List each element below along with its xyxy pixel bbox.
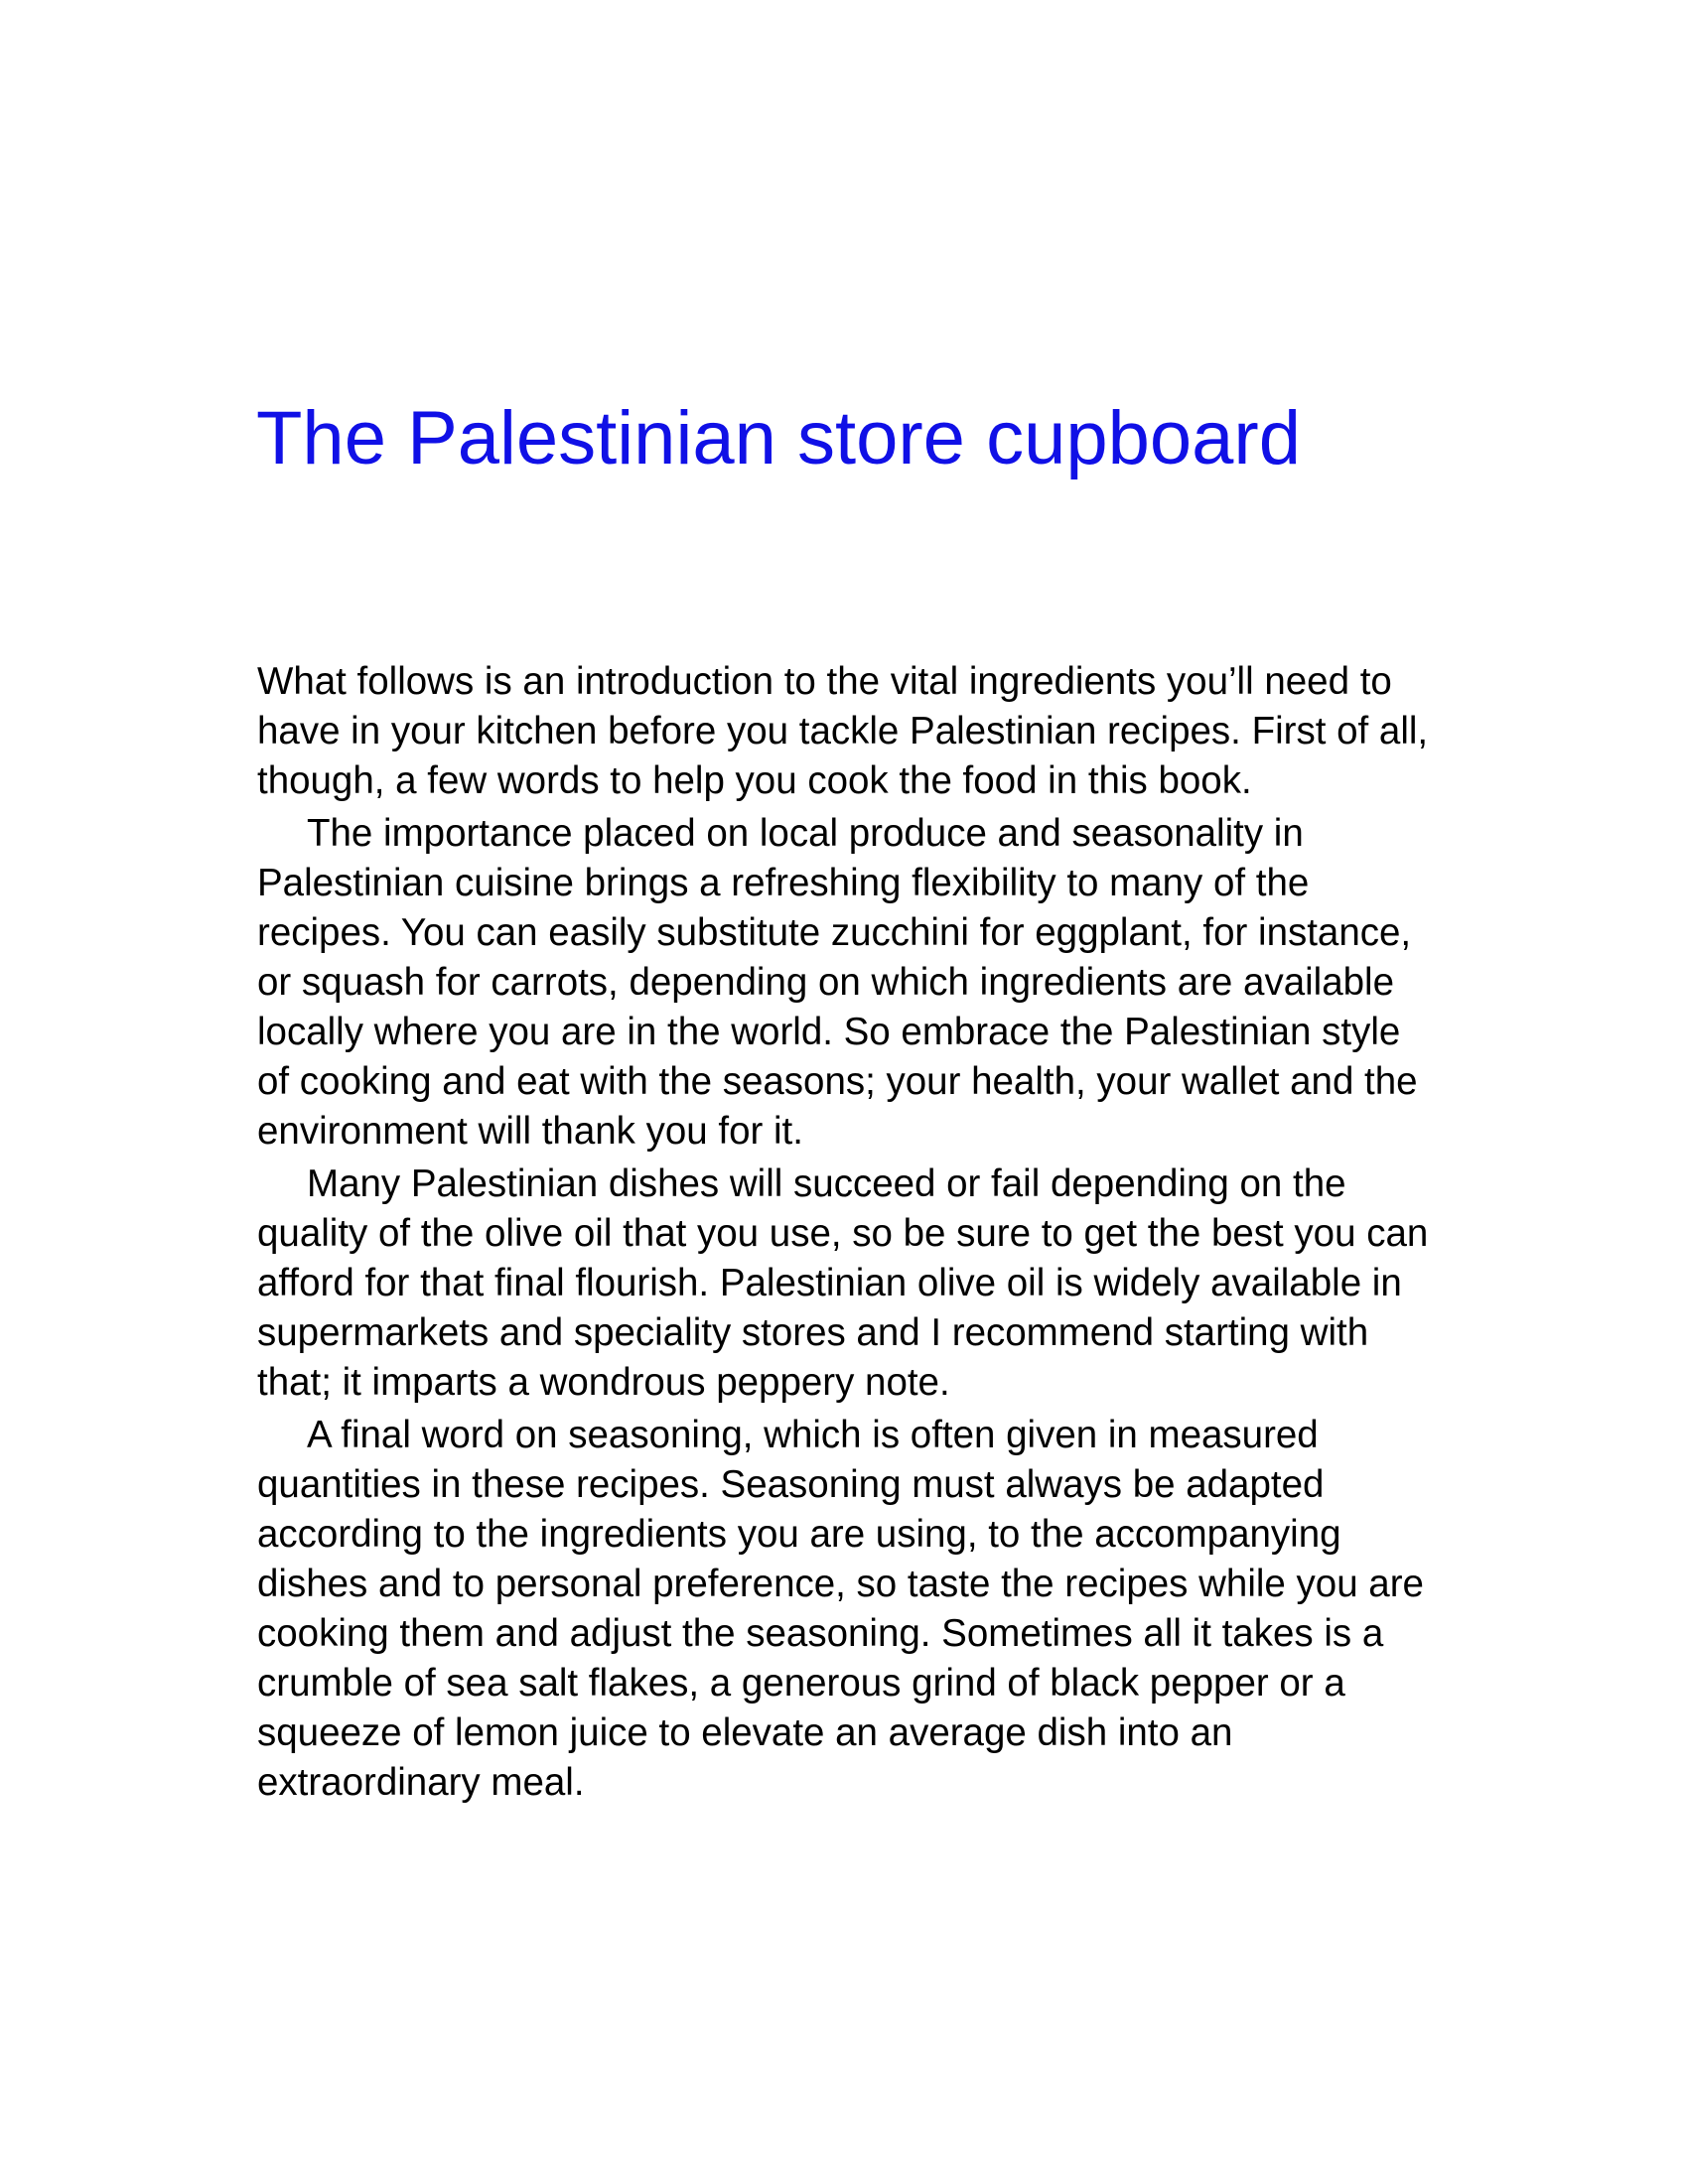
- body-paragraph-3: Many Palestinian dishes will succeed or fail depending on the quality of the olive oil that you use, so be sure to get the best you can afford for that final flourish. Palestinian olive oil is widely available in supermarkets and speciality stores and I recommend starting with that; it imparts a wondrous peppery note.: [257, 1162, 1429, 1404]
- body-paragraph-4: A final word on seasoning, which is often given in measured quantities in these recipes. Seasoning must always be adapted according to the ingredients you are using, to the accompanying dishes and to personal preference, so taste the recipes while you are cooking them and adjust the seasoning. Sometimes all it takes is a crumble of sea salt flakes, a generous grind of black pepper or a squeeze of lemon juice to elevate an average dish into an extraordinary meal.: [257, 1414, 1424, 1804]
- chapter-body: [257, 657, 1434, 1811]
- body-paragraph-2: The importance placed on local produce and seasonality in Palestinian cuisine brings a refreshing flexibility to many of the recipes. You can easily substitute zucchini for eggplant, for instance, or squash for carrots, depending on which ingredients are available locally where you are in the world. So embrace the Palestinian style of cooking and eat with the seasons; your health, your wallet and the environment will thank you for it.: [257, 812, 1418, 1153]
- body-paragraph-1: What follows is an introduction to the vital ingredients you’ll need to have in your kitchen before you tackle Palestinian recipes. First of all, though, a few words to help you cook the food in this book.: [257, 660, 1429, 802]
- chapter-title: The Palestinian store cupboard: [256, 396, 1301, 480]
